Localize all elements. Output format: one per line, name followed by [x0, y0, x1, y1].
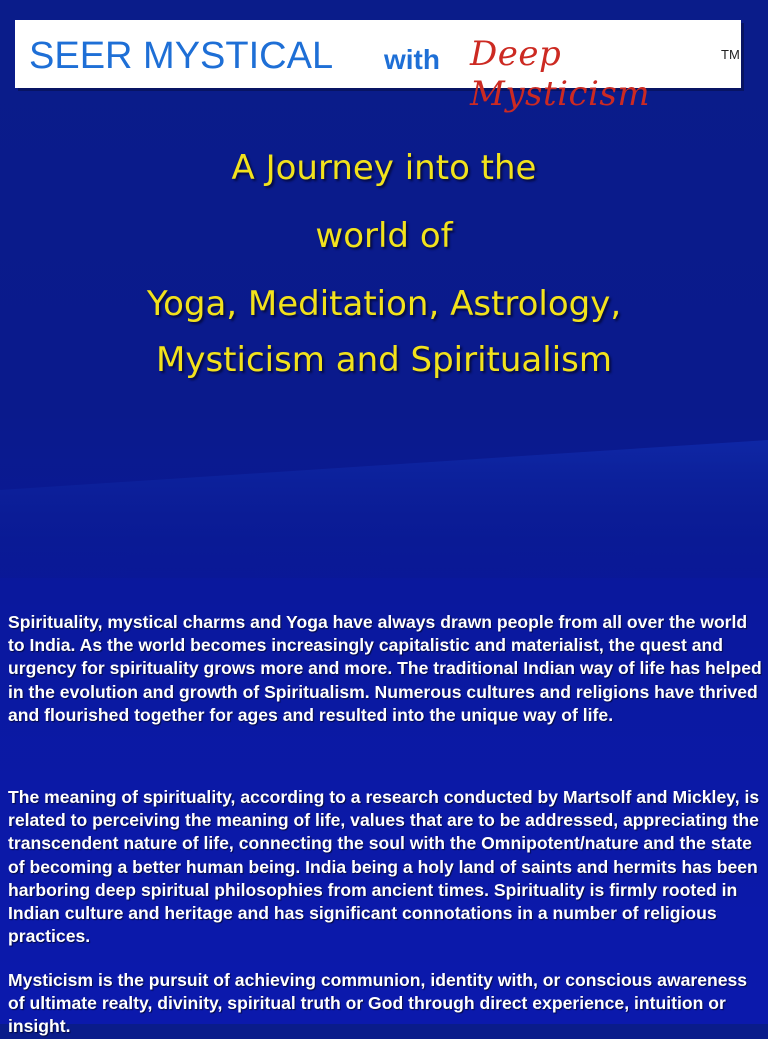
- deep-mysticism-logo: Deep Mysticism: [470, 34, 651, 114]
- brand-header: [15, 20, 741, 114]
- paragraph-meaning: The meaning of spirituality, according to a research conducted by Martsolf and Mickley, is related to perceiving the meaning of life, values that are to be addressed, appreciating the transcendent nature of life, connecting the soul with the Omnipotent/nature and the state of becoming a better human being. India being a holy land of saints and hermits has been harboring deep spiritual philosophies from ancient times. Spirituality is firmly rooted in Indian culture and heritage and has significant connotations in a number of religious practices.: [8, 787, 760, 947]
- trademark-mark: TM: [721, 47, 740, 62]
- title-line-1: A Journey into the: [231, 148, 537, 188]
- paragraph-spirituality: Spirituality, mystical charms and Yoga have always drawn people from all over the world to India. As the world becomes increasingly capitalistic and materialist, the quest and urgency for spirituality grows more and more. The traditional Indian way of life has helped in the evolution and growth of Spiritualism. Numerous cultures and religions have thrived and flourished together for ages and resulted into the unique way of life.: [8, 612, 762, 725]
- title-line-4: Mysticism and Spiritualism: [156, 340, 612, 380]
- brand-title: SEER MYSTICAL: [29, 35, 334, 77]
- paragraph-mysticism: Mysticism is the pursuit of achieving communion, identity with, or conscious awareness of ultimate realty, divinity, spiritual truth or God through direct experience, intuition or insight.: [8, 970, 748, 1037]
- brand-with-label: with: [384, 44, 440, 75]
- title-line-3: Yoga, Meditation, Astrology,: [146, 284, 622, 324]
- title-line-2: world of: [315, 216, 453, 256]
